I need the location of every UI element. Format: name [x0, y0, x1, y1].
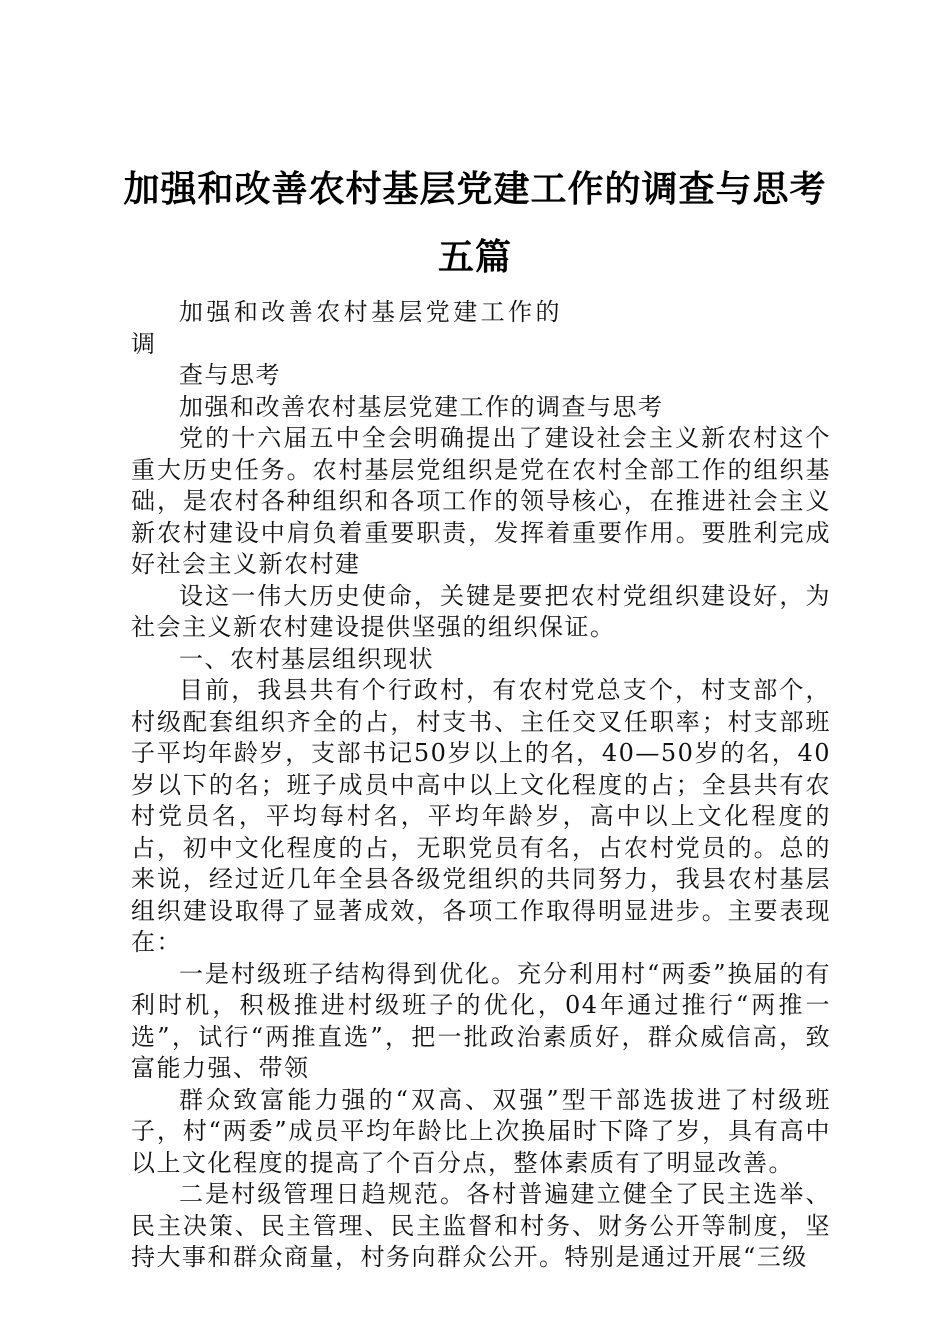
paragraph-point-one-continued: 群众致富能力强的“双高、双强”型干部选拔进了村级班子，村“两委”成员平均年龄比上次换届时下降了岁，具有高中以上文化程度的提高了个百分点，整体素质有了明显改善。 [131, 1085, 831, 1177]
paragraph-intro: 党的十六届五中全会明确提出了建设社会主义新农村这个重大历史任务。农村基层党组织是党在农村全部工作的组织基础，是农村各种组织和各项工作的领导核心，在推进社会主义新农村建设中肩负着重要职责，发挥着重要作用。要胜利完成好社会主义新农村建 [131, 424, 831, 578]
section-heading-status: 一、农村基层组织现状 [179, 644, 434, 673]
paragraph-point-one: 一是村级班子结构得到优化。充分利用村“两委”换届的有利时机，积极推进村级班子的优化，04年通过推行“两推一选”，试行“两推直选”，把一批政治素质好，群众威信高，致富能力强、带领 [131, 959, 831, 1082]
paragraph-heading-line-2: 查与思考 [179, 361, 281, 389]
paragraph-heading-line-1: 加强和改善农村基层党建工作的调 [131, 298, 561, 358]
paragraph-subtitle: 加强和改善农村基层党建工作的调查与思考 [179, 392, 664, 421]
paragraph-status: 目前，我县共有个行政村，有农村党总支个，村支部个，村级配套组织齐全的占，村支书、主任交叉任职率；村支部班子平均年龄岁，支部书记50岁以上的名，40—50岁的名，40岁以下的名；班子成员中高中以上文化程度的占；全县共有农村党员名，平均每村名，平均年龄岁，高中以上文化程度的占，初中文化程度的占，无职党员有名，占农村党员的。总的来说，经过近几年全县各级党组织的共同努力，我县农村基层组织建设取得了显著成效，各项工作取得明显进步。主要表现在： [131, 676, 831, 956]
document-title: 加强和改善农村基层党建工作的调查与思考五篇 [123, 168, 827, 278]
paragraph-intro-continued: 设这一伟大历史使命，关键是要把农村党组织建设好，为社会主义新农村建设提供坚强的组织保证。 [131, 581, 831, 641]
paragraph-point-two: 二是村级管理日趋规范。各村普遍建立健全了民主选举、民主决策、民主管理、民主监督和村务、财务公开等制度，坚持大事和群众商量，村务向群众公开。特别是通过开展“三级 [131, 1180, 831, 1271]
document-body [131, 297, 831, 1274]
